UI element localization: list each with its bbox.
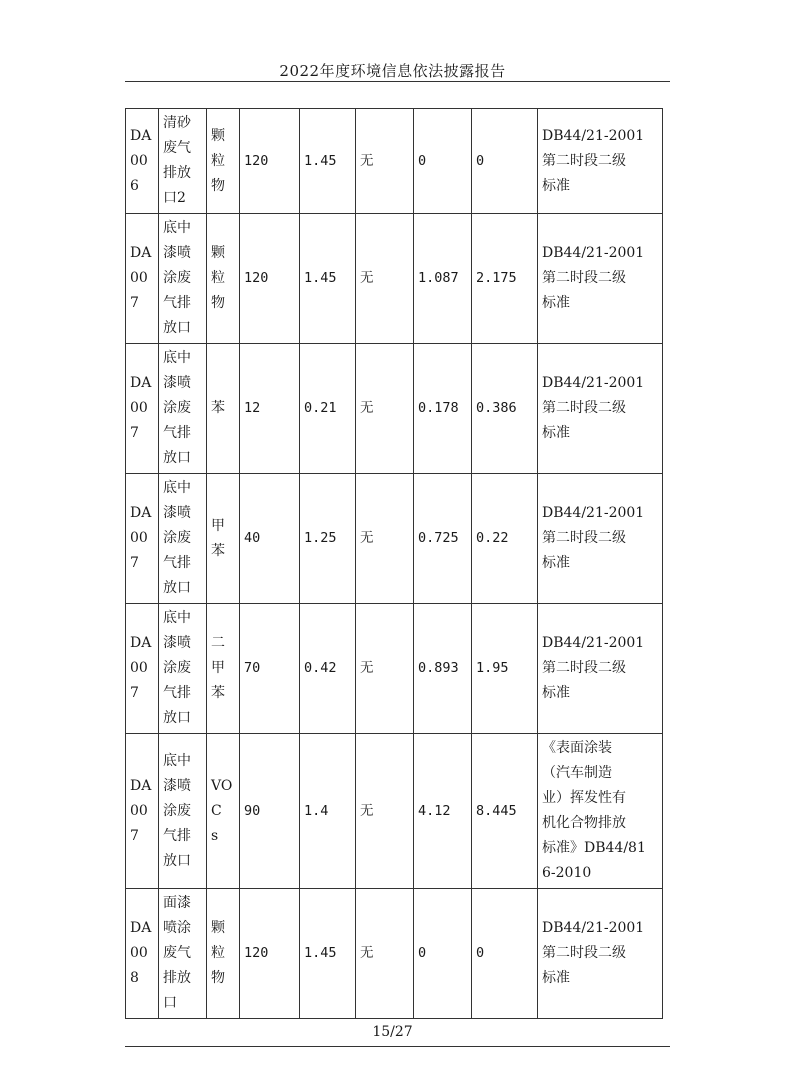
measured-value-cell: 0.178 bbox=[414, 344, 472, 474]
measured-value-cell: 0.893 bbox=[414, 604, 472, 734]
outlet-code-cell: DA 00 7 bbox=[126, 344, 159, 474]
concentration-limit-cell: 90 bbox=[240, 734, 300, 889]
outlet-name-cell: 底中 漆喷 涂废 气排 放口 bbox=[159, 474, 207, 604]
measured-value-cell: 4.12 bbox=[414, 734, 472, 889]
outlet-name-cell: 底中 漆喷 涂废 气排 放口 bbox=[159, 214, 207, 344]
exceedance-cell: 无 bbox=[356, 889, 414, 1019]
page-number: 15/27 bbox=[372, 1024, 413, 1040]
emission-amount-cell: 0.386 bbox=[472, 344, 538, 474]
standard-cell: DB44/21-2001 第二时段二级 标准 bbox=[538, 214, 663, 344]
emission-amount-cell: 1.95 bbox=[472, 604, 538, 734]
outlet-code-cell: DA 00 7 bbox=[126, 734, 159, 889]
table-row bbox=[126, 214, 663, 344]
outlet-code-cell: DA 00 7 bbox=[126, 474, 159, 604]
standard-cell: 《表面涂装 （汽车制造 业）挥发性有 机化合物排放 标准》DB44/81 6-2010 bbox=[538, 734, 663, 889]
pollutant-cell: 颗 粒 物 bbox=[207, 889, 240, 1019]
rate-limit-cell: 1.45 bbox=[300, 109, 356, 214]
concentration-limit-cell: 120 bbox=[240, 214, 300, 344]
exceedance-cell: 无 bbox=[356, 214, 414, 344]
table-row bbox=[126, 734, 663, 889]
outlet-name-cell: 面漆 喷涂 废气 排放 口 bbox=[159, 889, 207, 1019]
pollutant-cell: 颗 粒 物 bbox=[207, 109, 240, 214]
table-row bbox=[126, 604, 663, 734]
page-header-title: 2022年度环境信息依法披露报告 bbox=[279, 62, 506, 80]
table-row bbox=[126, 474, 663, 604]
exceedance-cell: 无 bbox=[356, 604, 414, 734]
header-rule bbox=[125, 81, 670, 82]
pollutant-cell: 甲 苯 bbox=[207, 474, 240, 604]
outlet-code-cell: DA 00 6 bbox=[126, 109, 159, 214]
pollutant-cell: 苯 bbox=[207, 344, 240, 474]
rate-limit-cell: 1.25 bbox=[300, 474, 356, 604]
measured-value-cell: 1.087 bbox=[414, 214, 472, 344]
concentration-limit-cell: 40 bbox=[240, 474, 300, 604]
outlet-name-cell: 底中 漆喷 涂废 气排 放口 bbox=[159, 734, 207, 889]
pollutant-cell: 二 甲 苯 bbox=[207, 604, 240, 734]
standard-cell: DB44/21-2001 第二时段二级 标准 bbox=[538, 474, 663, 604]
exceedance-cell: 无 bbox=[356, 109, 414, 214]
outlet-name-cell: 底中 漆喷 涂废 气排 放口 bbox=[159, 344, 207, 474]
outlet-code-cell: DA 00 8 bbox=[126, 889, 159, 1019]
exceedance-cell: 无 bbox=[356, 474, 414, 604]
table-body bbox=[126, 109, 663, 1019]
measured-value-cell: 0 bbox=[414, 109, 472, 214]
concentration-limit-cell: 120 bbox=[240, 109, 300, 214]
exceedance-cell: 无 bbox=[356, 734, 414, 889]
concentration-limit-cell: 120 bbox=[240, 889, 300, 1019]
concentration-limit-cell: 70 bbox=[240, 604, 300, 734]
concentration-limit-cell: 12 bbox=[240, 344, 300, 474]
outlet-name-cell: 底中 漆喷 涂废 气排 放口 bbox=[159, 604, 207, 734]
exceedance-cell: 无 bbox=[356, 344, 414, 474]
table-row bbox=[126, 889, 663, 1019]
rate-limit-cell: 1.45 bbox=[300, 889, 356, 1019]
footer-rule bbox=[125, 1046, 670, 1047]
measured-value-cell: 0 bbox=[414, 889, 472, 1019]
table-row bbox=[126, 344, 663, 474]
rate-limit-cell: 1.4 bbox=[300, 734, 356, 889]
emission-amount-cell: 0 bbox=[472, 889, 538, 1019]
rate-limit-cell: 1.45 bbox=[300, 214, 356, 344]
outlet-name-cell: 清砂 废气 排放 口2 bbox=[159, 109, 207, 214]
emission-amount-cell: 2.175 bbox=[472, 214, 538, 344]
standard-cell: DB44/21-2001 第二时段二级 标准 bbox=[538, 109, 663, 214]
rate-limit-cell: 0.21 bbox=[300, 344, 356, 474]
emission-amount-cell: 0.22 bbox=[472, 474, 538, 604]
standard-cell: DB44/21-2001 第二时段二级 标准 bbox=[538, 344, 663, 474]
standard-cell: DB44/21-2001 第二时段二级 标准 bbox=[538, 604, 663, 734]
outlet-code-cell: DA 00 7 bbox=[126, 214, 159, 344]
emission-amount-cell: 8.445 bbox=[472, 734, 538, 889]
outlet-code-cell: DA 00 7 bbox=[126, 604, 159, 734]
pollutant-cell: 颗 粒 物 bbox=[207, 214, 240, 344]
emission-table bbox=[125, 108, 663, 1019]
pollutant-cell: VOC s bbox=[207, 734, 240, 889]
standard-cell: DB44/21-2001 第二时段二级 标准 bbox=[538, 889, 663, 1019]
measured-value-cell: 0.725 bbox=[414, 474, 472, 604]
table-row bbox=[126, 109, 663, 214]
emission-amount-cell: 0 bbox=[472, 109, 538, 214]
rate-limit-cell: 0.42 bbox=[300, 604, 356, 734]
